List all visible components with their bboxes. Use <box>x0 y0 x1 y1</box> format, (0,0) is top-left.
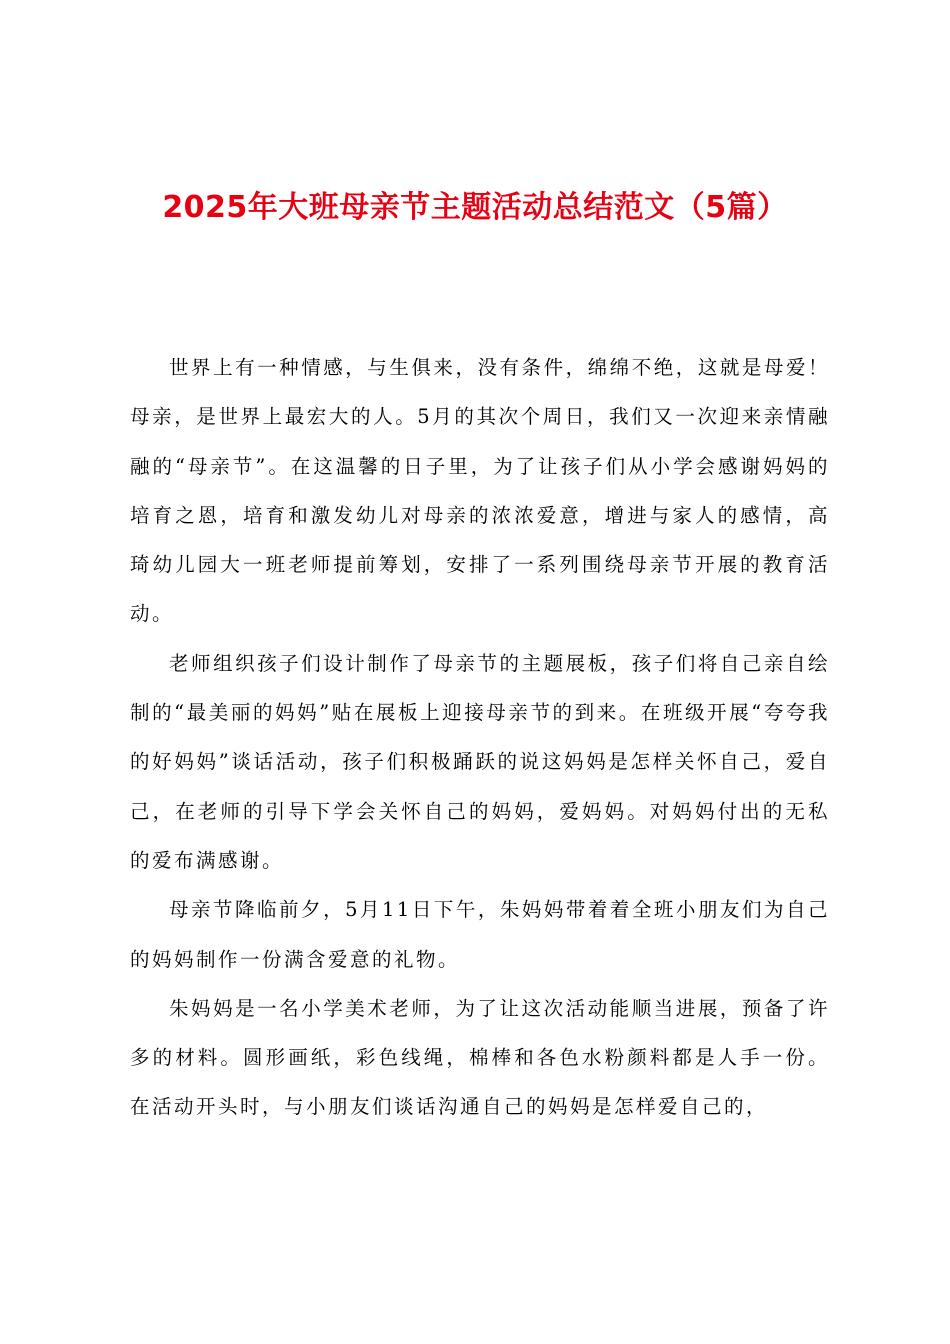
paragraph-3: 母亲节降临前夕，5月11日下午，朱妈妈带着着全班小朋友们为自己的妈妈制作一份满含爱意的礼物。 <box>130 898 830 971</box>
document-body <box>130 343 830 1132</box>
paragraph-2: 老师组织孩子们设计制作了母亲节的主题展板，孩子们将自己亲自绘制的“最美丽的妈妈”贴在展板上迎接母亲节的到来。在班级开展“夸夸我的好妈妈”谈话活动，孩子们积极踊跃的说这妈妈是怎样关怀自己，爱自己，在老师的引导下学会关怀自己的妈妈，爱妈妈。对妈妈付出的无私的爱布满感谢。 <box>130 651 830 872</box>
paragraph-4: 朱妈妈是一名小学美术老师，为了让这次活动能顺当进展，预备了许多的材料。圆形画纸，彩色线绳，棉棒和各色水粉颜料都是人手一份。在活动开头时，与小朋友们谈话沟通自己的妈妈是怎样爱自己的， <box>130 996 830 1119</box>
paragraph-1: 世界上有一种情感，与生俱来，没有条件，绵绵不绝，这就是母爱！母亲，是世界上最宏大的人。5月的其次个周日，我们又一次迎来亲情融融的“母亲节”。在这温馨的日子里，为了让孩子们从小学会感谢妈妈的培育之恩，培育和激发幼儿对母亲的浓浓爱意，增进与家人的感情，高琦幼儿园大一班老师提前筹划，安排了一系列围绕母亲节开展的教育活动。 <box>130 356 830 626</box>
document-title: 2025年大班母亲节主题活动总结范文（5篇） <box>162 190 788 225</box>
